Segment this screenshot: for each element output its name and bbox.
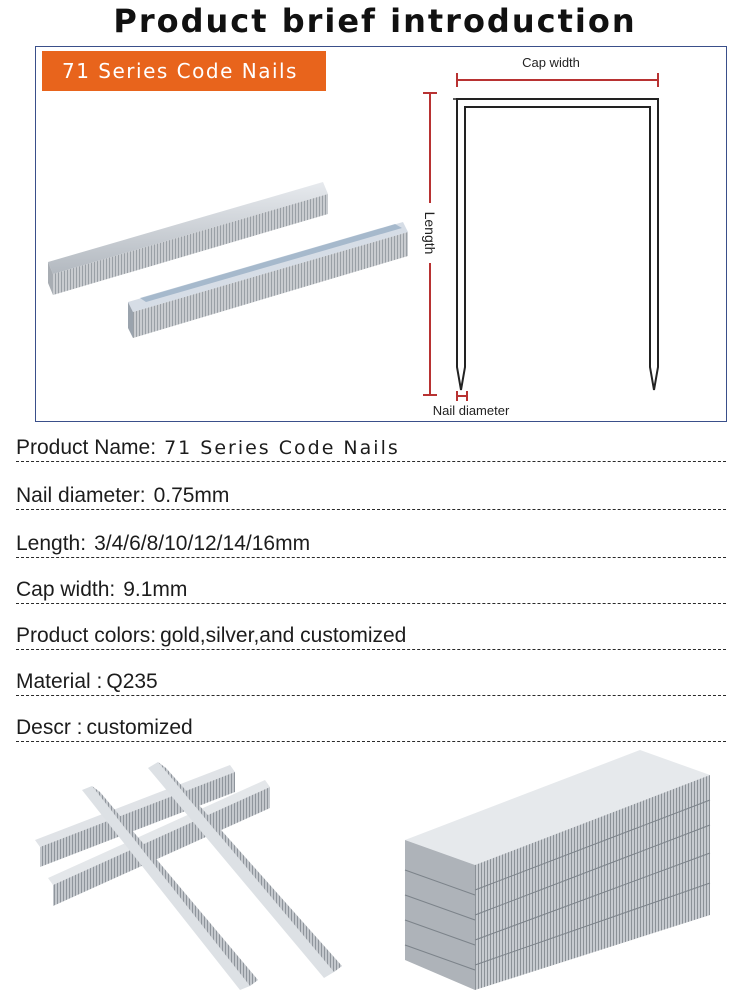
staple-dimension-diagram <box>405 55 705 420</box>
spec-label: Length: <box>16 532 87 555</box>
spec-value: customized <box>86 716 193 739</box>
spec-row-nail-diameter <box>16 480 726 510</box>
length-label: Length <box>422 211 438 255</box>
spec-value: 71 Series Code Nails <box>164 437 400 459</box>
spec-row-length <box>16 528 726 558</box>
spec-row-product-colors <box>16 620 726 650</box>
spec-row-cap-width <box>16 574 726 604</box>
spec-row-description <box>16 712 726 742</box>
nail-diameter-dimension <box>433 391 510 418</box>
staple-strips-photo <box>40 170 420 350</box>
series-badge: 71 Series Code Nails <box>42 51 326 91</box>
spec-value: gold,silver,and customized <box>160 624 407 647</box>
spec-value: 3/4/6/8/10/12/14/16mm <box>94 532 311 555</box>
spec-label: Product Name: <box>16 436 157 459</box>
length-dimension <box>422 93 438 395</box>
spec-label: Nail diameter: <box>16 484 146 507</box>
spec-label: Cap width: <box>16 578 116 601</box>
spec-row-product-name <box>16 432 726 462</box>
spec-value: 9.1mm <box>123 578 188 601</box>
spec-label: Material : <box>16 670 103 693</box>
stacked-staples-photo <box>400 745 720 995</box>
cap-width-dimension <box>457 55 658 87</box>
spec-value: Q235 <box>106 670 158 693</box>
staple-stack <box>405 750 710 990</box>
page-title: Product brief introduction <box>113 2 637 40</box>
crossed-staples-photo <box>30 750 360 995</box>
cap-width-label: Cap width <box>522 55 580 70</box>
nail-diameter-label: Nail diameter <box>432 403 510 418</box>
spec-label: Product colors: <box>16 624 157 647</box>
staple-outline <box>453 99 658 390</box>
spec-value: 0.75mm <box>153 484 230 507</box>
spec-row-material <box>16 666 726 696</box>
spec-label: Descr : <box>16 716 83 739</box>
